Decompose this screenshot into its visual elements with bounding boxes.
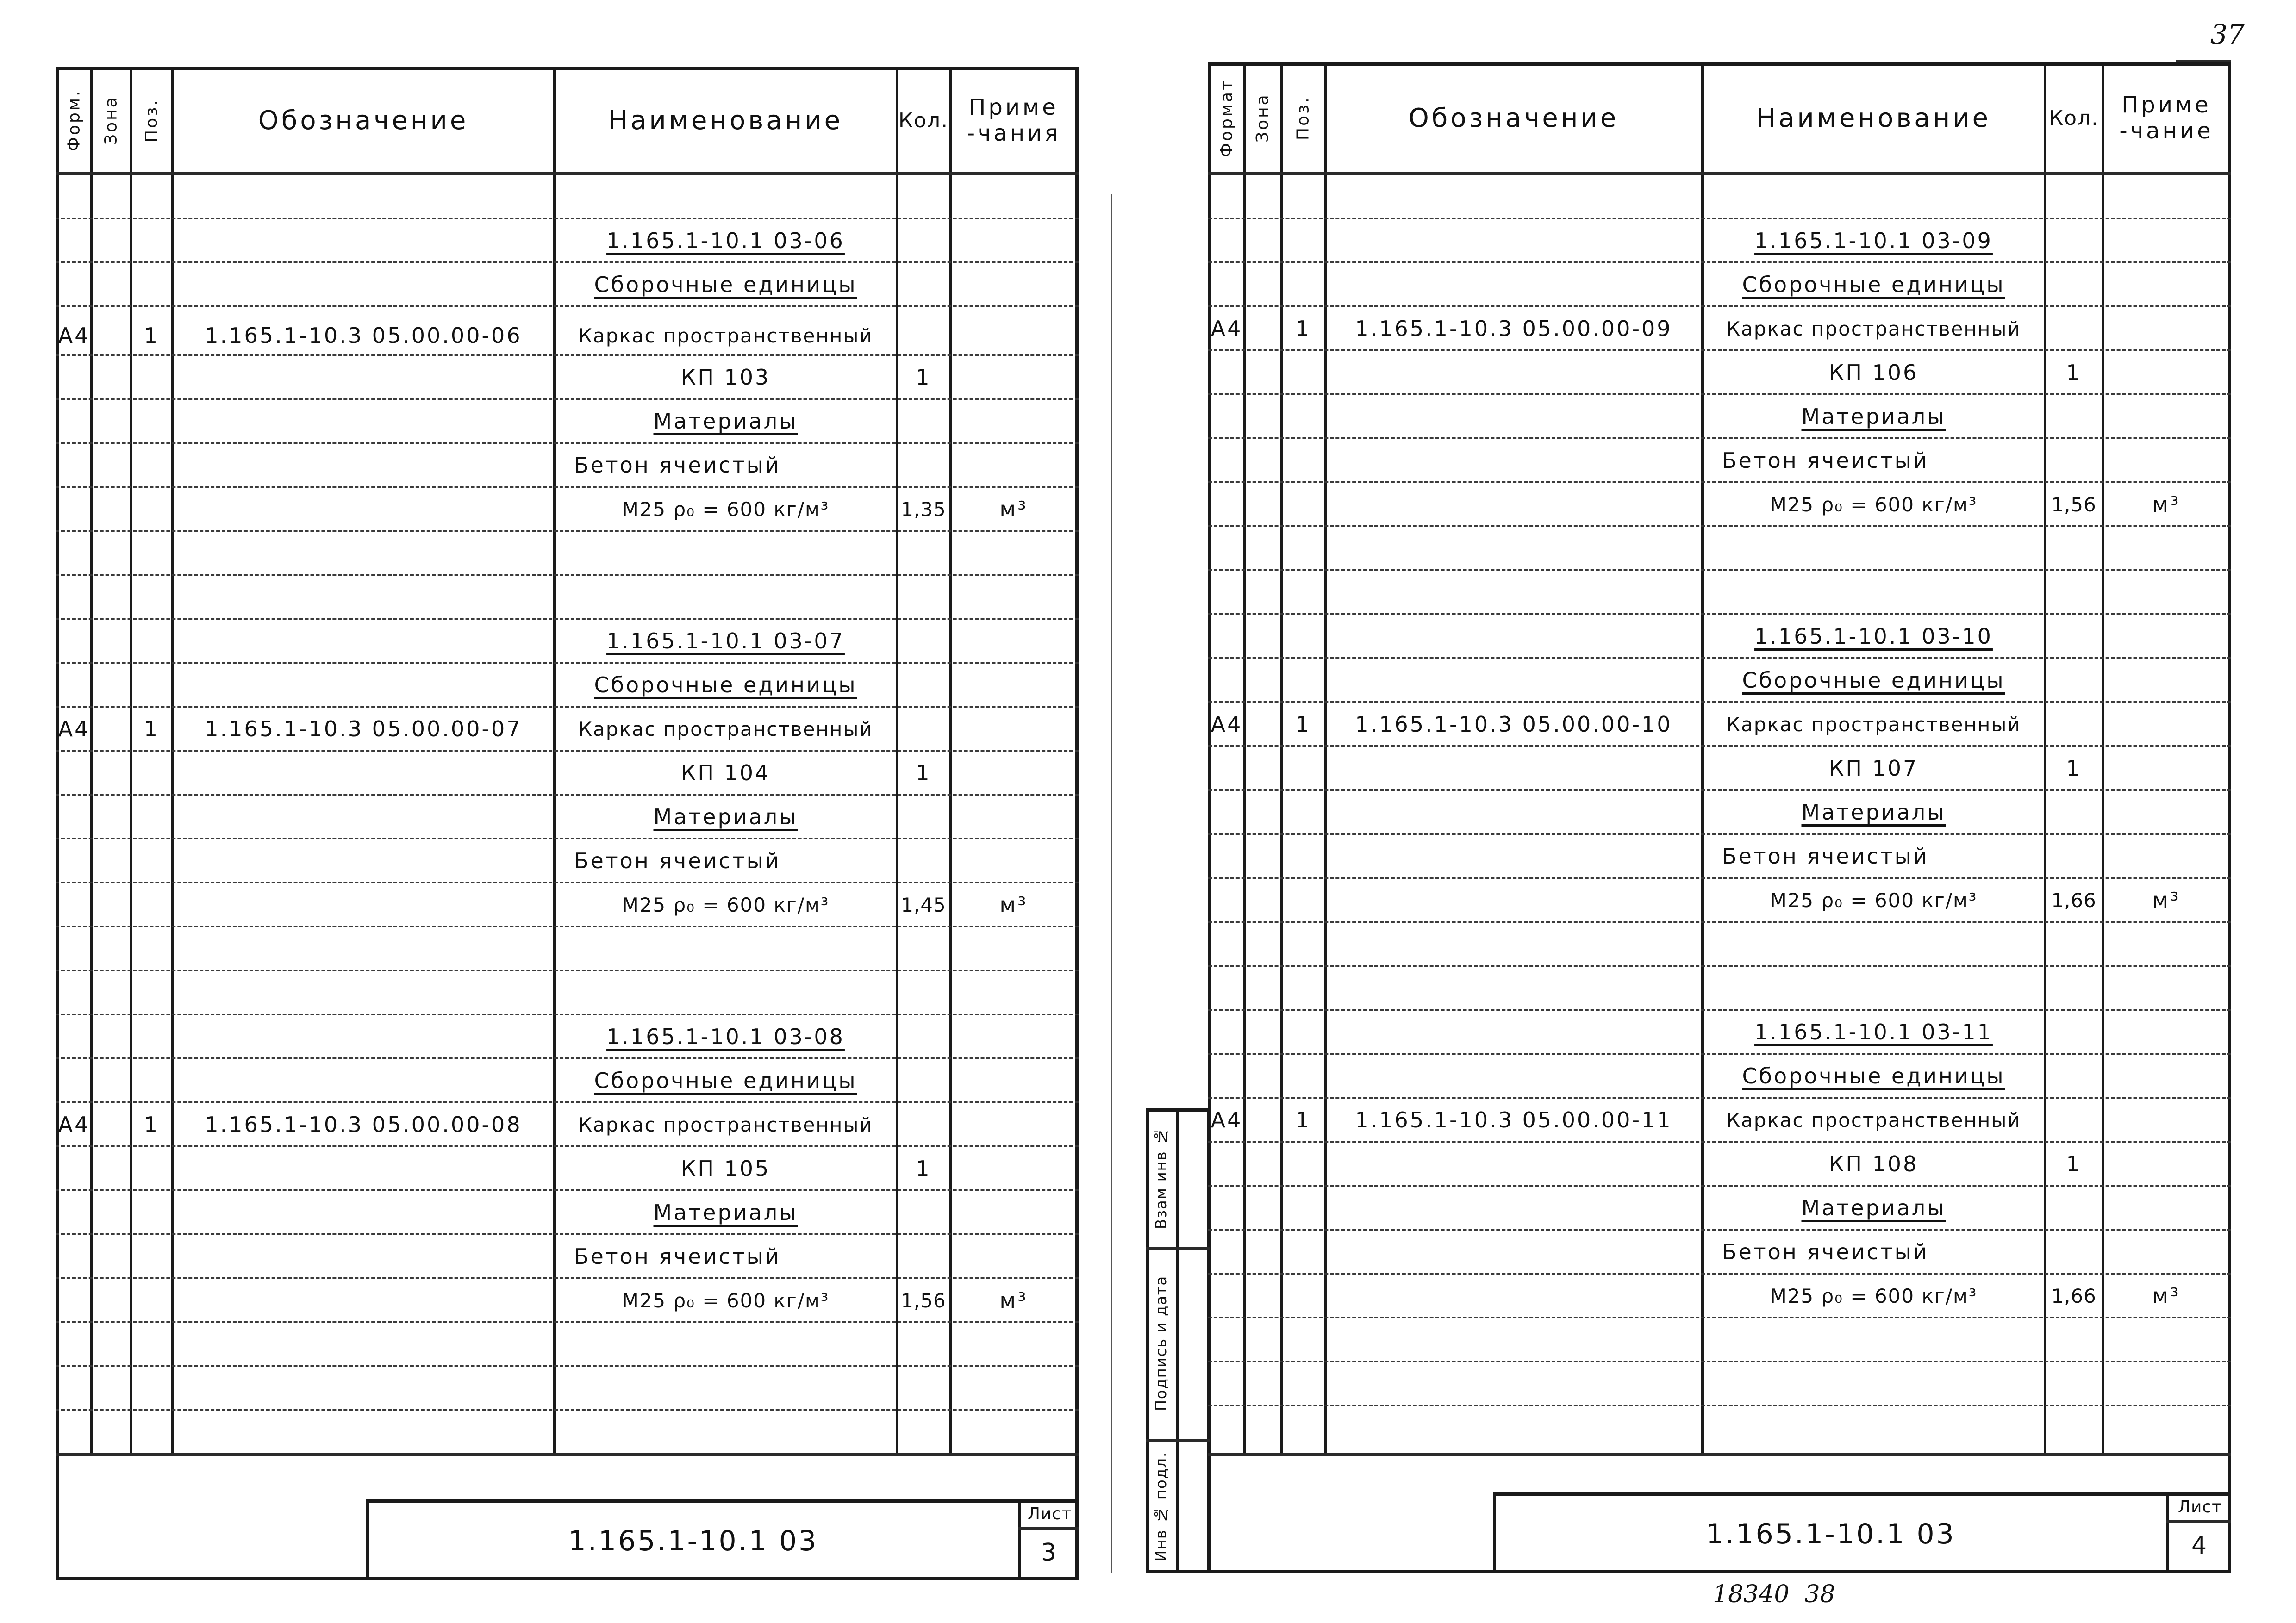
material-qty: 1,35 (901, 497, 946, 521)
group-doc-number: 1.165.1-10.1 03-07 (606, 628, 845, 653)
material-name: Бетон ячеистый (1722, 448, 1929, 473)
hdr-zone: Зона (101, 95, 121, 145)
designation-cell: 1.165.1-10.3 05.00.00-07 (205, 716, 522, 741)
col-line (2102, 62, 2104, 1453)
materials-title: Материалы (653, 804, 798, 829)
row-line (1208, 437, 2231, 439)
row-line (1208, 965, 2231, 967)
item-name: Каркас пространственный (578, 717, 873, 740)
materials-title: Материалы (1801, 1195, 1946, 1220)
row-line (1208, 833, 2231, 835)
materials-title: Материалы (653, 409, 798, 434)
group-doc-number: 1.165.1-10.1 03-06 (606, 228, 845, 253)
document-code: 1.165.1-10.1 03 (1706, 1518, 1956, 1550)
col-line (1324, 62, 1327, 1453)
material-unit: м³ (2152, 888, 2181, 913)
row-line (1208, 1141, 2231, 1143)
hdr-note: Приме-чания (967, 94, 1061, 146)
material-grade: М25 ρ₀ = 600 кг/м³ (1770, 889, 1978, 912)
material-grade: М25 ρ₀ = 600 кг/м³ (622, 893, 830, 916)
material-grade: М25 ρ₀ = 600 кг/м³ (622, 1289, 830, 1312)
group-doc-number: 1.165.1-10.1 03-08 (606, 1024, 845, 1049)
material-qty: 1,56 (2051, 493, 2096, 516)
materials-title: Материалы (1801, 404, 1946, 429)
row-line (1208, 1317, 2231, 1318)
material-name: Бетон ячеистый (574, 848, 781, 873)
hdr-pos: Поз. (142, 98, 161, 143)
row-line (1208, 569, 2231, 571)
hdr-qty: Кол. (2048, 106, 2099, 130)
row-line (1208, 393, 2231, 395)
section-title: Сборочные единицы (594, 1068, 857, 1093)
material-name: Бетон ячеистый (1722, 844, 1929, 869)
row-line (1208, 1097, 2231, 1099)
hdr-format: Форм. (64, 89, 84, 152)
designation-cell: 1.165.1-10.3 05.00.00-11 (1355, 1107, 1672, 1132)
group-doc-number: 1.165.1-10.1 03-10 (1754, 624, 1993, 649)
section-title: Сборочные единицы (594, 272, 857, 297)
col-line (1280, 62, 1283, 1453)
materials-title: Материалы (653, 1200, 798, 1225)
format-cell: А4 (58, 323, 90, 348)
item-mark: КП 104 (680, 760, 771, 785)
item-name: Каркас пространственный (1726, 1108, 2021, 1132)
pos-cell: 1 (144, 716, 160, 741)
row-line (1208, 1273, 2231, 1275)
hdr-designation: Обозначение (1408, 103, 1619, 133)
stamp-divider (2166, 1520, 2231, 1523)
row-line (1208, 1053, 2231, 1055)
row-line (1208, 877, 2231, 879)
materials-title: Материалы (1801, 800, 1946, 825)
designation-cell: 1.165.1-10.3 05.00.00-09 (1355, 316, 1672, 341)
designation-cell: 1.165.1-10.3 05.00.00-06 (205, 323, 522, 348)
row-line (1208, 613, 2231, 615)
material-unit: м³ (999, 497, 1028, 522)
item-mark: КП 108 (1828, 1151, 1919, 1176)
item-name: Каркас пространственный (578, 324, 873, 347)
material-name: Бетон ячеистый (1722, 1239, 1929, 1264)
format-cell: А4 (1210, 1107, 1243, 1132)
row-line (1208, 789, 2231, 791)
row-line (1208, 349, 2231, 351)
item-qty: 1 (2066, 756, 2082, 781)
row-line (1208, 745, 2231, 747)
pos-cell: 1 (1295, 712, 1311, 737)
row-line (1208, 218, 2231, 219)
material-qty: 1,66 (2051, 1284, 2096, 1307)
row-line (1208, 261, 2231, 263)
format-cell: А4 (1210, 712, 1243, 737)
item-qty: 1 (2066, 360, 2082, 385)
format-cell: А4 (58, 716, 90, 741)
hdr-designation: Обозначение (258, 105, 469, 136)
material-unit: м³ (2152, 492, 2181, 517)
group-doc-number: 1.165.1-10.1 03-09 (1754, 228, 1993, 253)
material-name: Бетон ячеистый (574, 1244, 781, 1269)
label-signature-date: Подпись и дата (1152, 1275, 1170, 1412)
label-vzam-inv: Взам инв № (1152, 1126, 1170, 1229)
material-unit: м³ (2152, 1283, 2181, 1308)
hdr-pos: Поз. (1293, 96, 1313, 140)
table-bottom-line (1208, 1453, 2231, 1456)
material-qty: 1,66 (2051, 889, 2096, 912)
sheet-label: Лист (1027, 1505, 1072, 1524)
material-unit: м³ (999, 892, 1028, 917)
pos-cell: 1 (1295, 316, 1311, 341)
section-title: Сборочные единицы (1742, 272, 2005, 297)
hdr-name: Наименование (1756, 103, 1991, 133)
material-qty: 1,45 (901, 893, 946, 916)
item-mark: КП 105 (680, 1156, 771, 1181)
row-line (1208, 1229, 2231, 1231)
row-line (1208, 921, 2231, 923)
section-title: Сборочные единицы (1742, 668, 2005, 693)
col-line (1243, 62, 1246, 1453)
label-inv-podl: Инв № подл. (1152, 1451, 1170, 1561)
hdr-zone: Зона (1253, 93, 1272, 143)
group-doc-number: 1.165.1-10.1 03-11 (1754, 1020, 1993, 1045)
item-mark: КП 107 (1828, 756, 1919, 781)
page-number: 37 (2210, 19, 2245, 50)
sheet-label: Лист (2177, 1498, 2222, 1517)
sheet-number: 4 (2191, 1532, 2209, 1560)
row-line (1208, 657, 2231, 659)
hdr-name: Наименование (608, 105, 843, 136)
material-qty: 1,56 (901, 1289, 946, 1312)
designation-cell: 1.165.1-10.3 05.00.00-10 (1355, 712, 1672, 737)
pos-cell: 1 (1295, 1107, 1311, 1132)
hdr-qty: Кол. (898, 108, 949, 132)
item-mark: КП 103 (680, 365, 771, 390)
pos-cell: 1 (144, 323, 160, 348)
material-grade: М25 ρ₀ = 600 кг/м³ (1770, 493, 1978, 516)
format-cell: А4 (1210, 316, 1243, 341)
hdr-note: Приме-чание (2119, 92, 2214, 144)
row-line (1208, 1361, 2231, 1362)
format-cell: А4 (58, 1112, 90, 1137)
row-line (1208, 1185, 2231, 1187)
item-qty: 1 (916, 760, 931, 785)
section-title: Сборочные единицы (1742, 1063, 2005, 1088)
row-line (1208, 1009, 2231, 1011)
item-mark: КП 106 (1828, 360, 1919, 385)
row-line (1208, 1405, 2231, 1406)
designation-cell: 1.165.1-10.3 05.00.00-08 (205, 1112, 522, 1137)
hdr-format: Формат (1217, 78, 1236, 158)
material-unit: м³ (999, 1288, 1028, 1313)
row-line (1208, 525, 2231, 527)
document-code: 1.165.1-10.1 03 (568, 1525, 818, 1557)
item-name: Каркас пространственный (1726, 317, 2021, 340)
item-qty: 1 (916, 365, 931, 390)
pos-cell: 1 (144, 1112, 160, 1137)
sheet-number: 3 (1041, 1539, 1059, 1567)
header-bottom-line (1208, 172, 2231, 175)
material-name: Бетон ячеистый (574, 453, 781, 478)
item-qty: 1 (916, 1156, 931, 1181)
item-qty: 1 (2066, 1151, 2082, 1176)
item-name: Каркас пространственный (578, 1113, 873, 1136)
side-strip-divider (1176, 1108, 1179, 1573)
row-line (1208, 701, 2231, 703)
material-grade: М25 ρ₀ = 600 кг/м³ (622, 497, 830, 521)
item-name: Каркас пространственный (1726, 713, 2021, 736)
row-line (1208, 481, 2231, 483)
section-title: Сборочные единицы (594, 672, 857, 697)
material-grade: М25 ρ₀ = 600 кг/м³ (1770, 1284, 1978, 1307)
row-line (1208, 305, 2231, 307)
archive-note: 18340 38 (1713, 1580, 1835, 1608)
